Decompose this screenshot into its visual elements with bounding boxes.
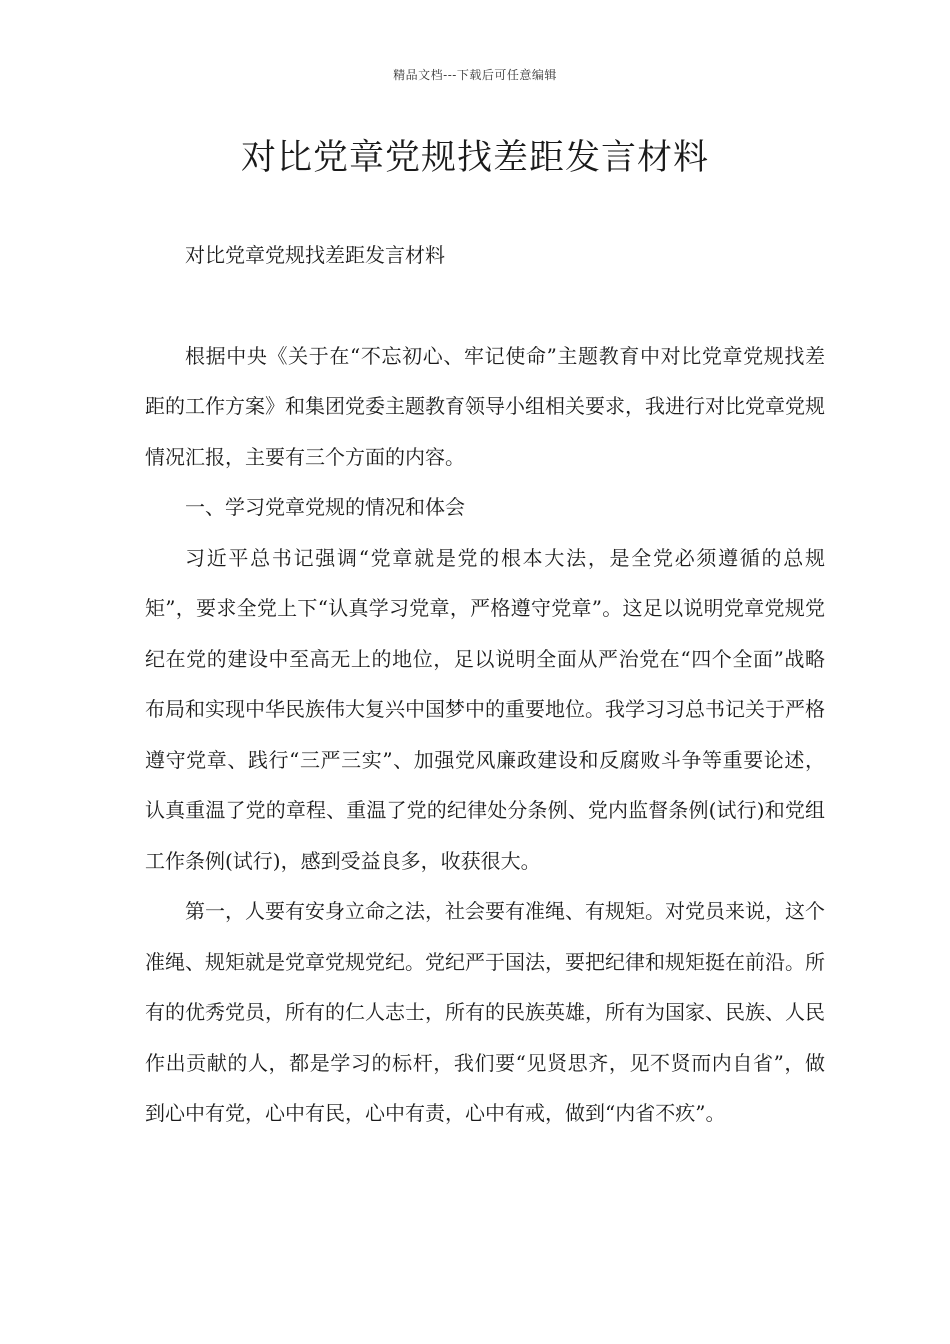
document-body: [145, 230, 825, 1139]
body-paragraph: 第一，人要有安身立命之法，社会要有准绳、有规矩。对党员来说，这个准绳、规矩就是党章党规党纪。党纪严于国法，要把纪律和规矩挺在前沿。所有的优秀党员，所有的仁人志士，所有的民族英雄，所有为国家、民族、人民作出贡献的人，都是学习的标杆，我们要“见贤思齐，见不贤而内自省”，做到心中有党，心中有民，心中有责，心中有戒，做到“内省不疚”。: [145, 899, 825, 1125]
body-paragraph: 习近平总书记强调“党章就是党的根本大法，是全党必须遵循的总规矩”，要求全党上下“认真学习党章，严格遵守党章”。这足以说明党章党规党纪在党的建设中至高无上的地位，足以说明全面从严治党在“四个全面”战略布局和实现中华民族伟大复兴中国梦中的重要地位。我学习习总书记关于严格遵守党章、践行“三严三实”、加强党风廉政建设和反腐败斗争等重要论述，认真重温了党的章程、重温了党的纪律处分条例、党内监督条例(试行)和党组工作条例(试行)，感到受益良多，收获很大。: [145, 545, 825, 873]
body-paragraph: 根据中央《关于在“不忘初心、牢记使命”主题教育中对比党章党规找差距的工作方案》和集团党委主题教育领导小组相关要求，我进行对比党章党规情况汇报，主要有三个方面的内容。: [145, 343, 825, 469]
page-header-note: 精品文档---下载后可任意编辑: [393, 68, 557, 82]
section-heading: 一、学习党章党规的情况和体会: [185, 495, 465, 519]
document-subtitle: 对比党章党规找差距发言材料: [185, 243, 445, 267]
document-title: 对比党章党规找差距发言材料: [240, 138, 709, 178]
